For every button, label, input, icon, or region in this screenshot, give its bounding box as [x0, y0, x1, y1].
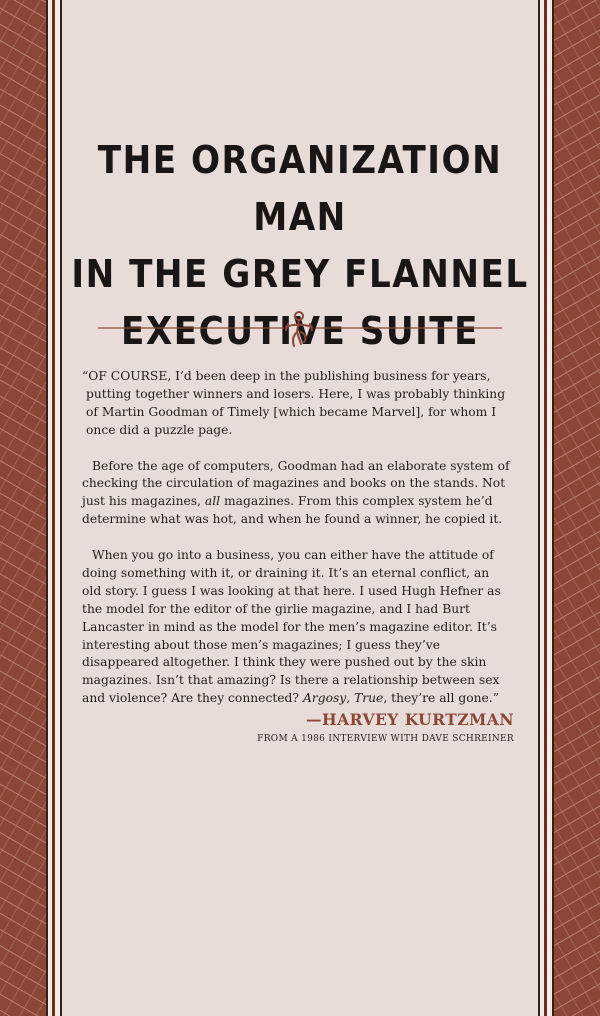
quote-separator: , [346, 691, 355, 706]
quote-paragraph-1: “OF COURSE, I’d been deep in the publishing business for years, putting together winners and losers. Here, I was probably thinking of Martin Goodman of Timely [which became Marvel], for whom I once did a puzzle page. [82, 369, 506, 437]
right-page-rule [538, 0, 554, 1016]
title-line-1: THE ORGANIZATION MAN [97, 138, 503, 239]
title-line-3: EXECUTIVE SUITE [121, 309, 479, 353]
left-page-rule [46, 0, 62, 1016]
attribution [257, 710, 514, 744]
attribution-source: FROM A 1986 INTERVIEW WITH DAVE SCHREINER [257, 734, 514, 744]
quote-body [82, 368, 512, 708]
quote-paragraph-2-text-end: magazines. From this complex system he’d determine what was hot, and when he found a winner, he copied it. [82, 494, 503, 527]
page [62, 0, 538, 1016]
title-line-2: IN THE GREY FLANNEL [71, 252, 529, 296]
quote-paragraph-3-text-end: , they’re all gone.” [383, 691, 499, 706]
scribble-figure-ornament-icon [98, 310, 502, 350]
quote-paragraph-2 [82, 458, 512, 530]
quote-emphasis-all: all [204, 494, 221, 509]
quote-paragraph-2-text: Before the age of computers, Goodman had an elaborate system of checking the circulation of magazines and books on the stands. Not just his magazines, [82, 458, 510, 509]
quote-paragraph-3 [82, 547, 512, 708]
quote-emphasis-argosy: Argosy [302, 691, 347, 706]
quote-emphasis-true: True [354, 691, 384, 706]
attribution-name: —HARVEY KURTZMAN [305, 710, 514, 729]
right-pattern-border [554, 0, 600, 1016]
quote-paragraph-3-text: When you go into a business, you can either have the attitude of doing something with it, or draining it. It’s an eternal conflict, an old story. I guess I was looking at that here. I used Hugh Hefner as the model for the editor of the girlie magazine, and I had Burt Lancaster in mind as the model for the men’s magazine editor. It’s interesting about those men’s magazines; I guess they’ve disappeared altogether. I think they were pushed out by the skin magazines. Isn’t that amazing? Is there a relationship between sex and violence? Are they connected? [82, 548, 501, 706]
left-pattern-border [0, 0, 46, 1016]
